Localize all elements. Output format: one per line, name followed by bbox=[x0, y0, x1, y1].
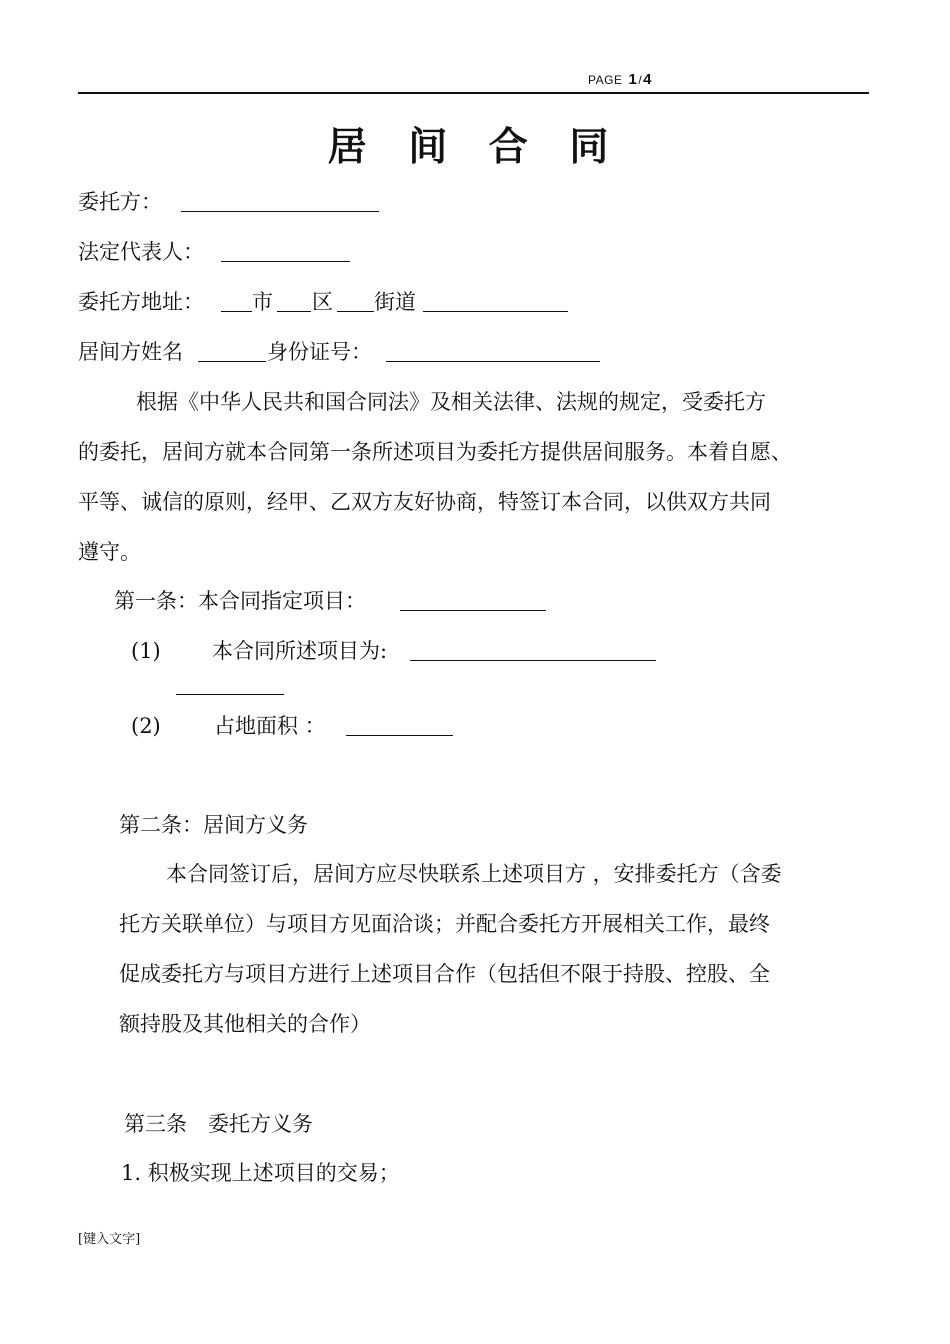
address-street-label: 街道 bbox=[374, 290, 416, 314]
article1-item2-blank[interactable] bbox=[346, 735, 453, 736]
address-field-label: 委托方地址： bbox=[78, 290, 204, 314]
legal-rep-field bbox=[78, 237, 204, 267]
address-city-label: 市 bbox=[252, 290, 273, 314]
article2-line-1: 本合同签订后，居间方应尽快联系上述项目方 ，安排委托方（含委 bbox=[166, 862, 782, 886]
intro-line-2: 的委托，居间方就本合同第一条所述项目为委托方提供居间服务。本着自愿、 bbox=[78, 440, 792, 464]
page-word: PAGE bbox=[588, 73, 623, 87]
article1-item2-number: (2) bbox=[131, 714, 161, 738]
address-detail-blank[interactable] bbox=[423, 311, 568, 312]
article1-item1-blank-cont[interactable] bbox=[176, 694, 284, 695]
article2-line-4: 额持股及其他相关的合作） bbox=[119, 1012, 371, 1036]
id-number-blank[interactable] bbox=[386, 361, 600, 362]
page-separator: / bbox=[638, 73, 643, 87]
intermediary-name-label: 居间方姓名 bbox=[78, 340, 183, 364]
id-number-label: 身份证号： bbox=[267, 340, 372, 364]
client-label: 委托方： bbox=[78, 190, 162, 214]
article1-item1-number: (1) bbox=[131, 639, 161, 663]
client-blank[interactable] bbox=[181, 211, 379, 212]
article1-heading: 第一条：本合同指定项目： bbox=[114, 589, 366, 613]
article1-item1-text: 本合同所述项目为: bbox=[212, 639, 388, 663]
article3-heading: 第三条 委托方义务 bbox=[124, 1112, 313, 1136]
page-current: 1 bbox=[628, 71, 638, 88]
article2-line-2: 托方关联单位）与项目方见面洽谈；并配合委托方开展相关工作，最终 bbox=[119, 912, 770, 936]
legal-rep-label: 法定代表人： bbox=[78, 240, 204, 264]
address-district-label: 区 bbox=[312, 290, 333, 314]
page-total: 4 bbox=[643, 71, 652, 88]
article3-item1: 1. 积极实现上述项目的交易； bbox=[121, 1161, 400, 1185]
article2-line-3: 促成委托方与项目方进行上述项目合作（包括但不限于持股、控股、全 bbox=[119, 962, 770, 986]
intro-line-4: 遵守。 bbox=[78, 540, 141, 564]
intro-line-1: 根据《中华人民共和国合同法》及相关法律、法规的规定，受委托方 bbox=[136, 390, 766, 414]
page-indicator bbox=[588, 71, 652, 88]
intermediary-name-blank[interactable] bbox=[198, 361, 266, 362]
document-title: 居 间 合 同 bbox=[327, 124, 623, 170]
address-street-blank[interactable] bbox=[337, 311, 374, 312]
article1-item1-blank[interactable] bbox=[410, 660, 656, 661]
address-district-blank[interactable] bbox=[277, 311, 311, 312]
article1-item2-text: 占地面积 ： bbox=[214, 714, 326, 738]
footer-placeholder[interactable]: [键入文字] bbox=[78, 1232, 141, 1247]
intro-line-3: 平等、诚信的原则，经甲、乙双方友好协商，特签订本合同，以供双方共同 bbox=[78, 490, 771, 514]
legal-rep-blank[interactable] bbox=[221, 261, 350, 262]
header-rule bbox=[78, 92, 869, 94]
client-field bbox=[78, 187, 162, 217]
article1-project-blank[interactable] bbox=[400, 610, 546, 611]
address-city-blank[interactable] bbox=[221, 311, 252, 312]
article2-heading: 第二条：居间方义务 bbox=[119, 813, 308, 837]
